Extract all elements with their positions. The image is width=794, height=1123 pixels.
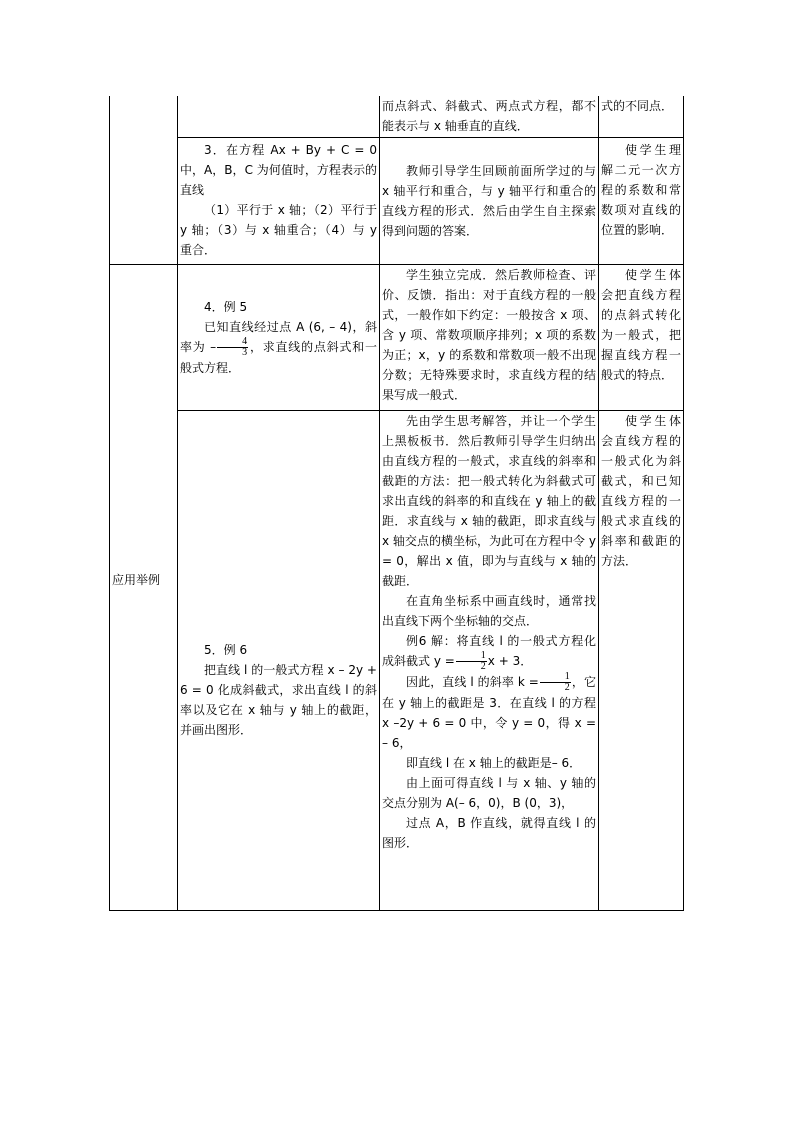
row1-question: 3．在方程 Ax + By + C = 0 中，A，B，C 为何值时，方程表示的直线: [180, 143, 377, 197]
solution-step1-numerator: 1: [456, 651, 487, 662]
table-border-bottom: [109, 910, 684, 911]
solution-step1-text: 例6 解：将直线 l 的一般式方程化成斜截式 y =: [382, 634, 596, 668]
section-label-cell: [110, 570, 177, 600]
row0-content: 而点斜式、斜截式、两点式方程，都不能表示与 x 轴垂直的直线．: [382, 99, 596, 133]
table-border-left: [109, 96, 110, 911]
row2-intent: 使学生体会把直线方程的点斜式转化为一般式，把握直线方程一般式的特点．: [601, 268, 681, 382]
row3-solution-step3: 即直线 l 在 x 轴上的截距是– 6．: [406, 756, 582, 770]
row3-activity-cell: [178, 640, 379, 760]
row3-solution-step2: [382, 672, 596, 753]
row1-intent: 使学生理解二元一次方程的系数和常数项对直线的位置的影响．: [601, 143, 681, 237]
row1-options: （1）平行于 x 轴；（2）平行于 y 轴；（3）与 x 轴重合；（4）与 y 重合．: [180, 203, 377, 257]
example6-problem: 把直线 l 的一般式方程 x – 2y + 6 = 0 化成斜截式，求出直线 l 的斜率以及它在 x 轴与 y 轴上的截距，并画出图形．: [180, 663, 377, 737]
row3-content-cell: [380, 411, 598, 910]
row0-intent-cell: [599, 96, 683, 137]
solution-step2-text: 因此，直线 l 的斜率 k =: [406, 675, 539, 689]
example5-problem: [180, 317, 377, 378]
row3-solution-step4: 由上面可得直线 l 与 x 轴、y 轴的交点分别为 A(– 6，0)，B (0，3)，: [382, 776, 596, 810]
example5-title: 4．例 5: [204, 300, 248, 314]
row0-intent: 式的不同点．: [601, 99, 674, 113]
solution-step1-denominator: 2: [480, 661, 486, 672]
example5-text-before: 已知直线经过点 A (6, – 4)，斜率为: [180, 320, 377, 354]
row1-content: 教师引导学生回顾前面所学过的与 x 轴平行和重合，与 y 轴平行和重合的直线方程的形式．然后由学生自主探索得到问题的答案．: [382, 164, 596, 238]
row1-content-cell: [380, 138, 598, 264]
solution-step2-text-after: ，它在 y 轴上的截距是 3．在直线 l 的方程 x –2y + 6 = 0 中，令 y = 0，得 x = – 6，: [382, 675, 596, 750]
solution-step2-denominator: 2: [564, 682, 570, 693]
row2-activity-cell: [178, 265, 379, 410]
row2-content: 学生独立完成．然后教师检查、评价、反馈．指出：对于直线方程的一般式，一般作如下约定：一般按含 x 项、含 y 项、常数项顺序排列；x 项的系数为正；x，y 的系数和常数项一般不出现分数；无特殊要求时，求直线方程的结果写成一般式．: [382, 268, 596, 402]
example6-title: 5．例 6: [204, 643, 248, 657]
example5-slope-fraction: [217, 337, 248, 358]
row2-intent-cell: [599, 265, 683, 410]
row3-content-method: 先由学生思考解答，并让一个学生上黑板板书．然后教师引导学生归纳出由直线方程的一般式，求直线的斜率和截距的方法：把一般式转化为斜截式可求出直线的斜率的和直线在 y 轴上的截距．求直线与 x 轴的截距，即求直线与 x 轴交点的横坐标，为此可在方程中令 y = 0，解出 x 值，即为与直线与 x 轴的截距．: [382, 414, 596, 588]
row3-content-drawing-tip: 在直角坐标系中画直线时，通常找出直线下两个坐标轴的交点．: [382, 594, 596, 628]
row2-content-cell: [380, 265, 598, 410]
section-label: 应用举例: [112, 573, 161, 587]
row3-intent: 使学生体会直线方程的一般式化为斜截式，和已知直线方程的一般式求直线的斜率和截距的方法．: [601, 414, 681, 568]
row1-intent-cell: [599, 140, 683, 264]
table-border-right: [683, 96, 684, 911]
solution-step2-numerator: 1: [540, 672, 571, 683]
row1-activity-cell: [178, 140, 379, 264]
example5-slope-numerator: 4: [217, 337, 248, 348]
row3-intent-cell: [599, 411, 683, 611]
example5-slope-denominator: 3: [242, 347, 248, 358]
row3-solution-step1: [382, 631, 596, 672]
solution-step1-text-after: x + 3．: [487, 654, 533, 668]
example5-text-after: ，求直线的点斜式和一般式方程．: [180, 340, 377, 375]
solution-step1-fraction: [456, 651, 487, 672]
solution-step2-fraction: [540, 672, 571, 693]
row3-solution-step5: 过点 A，B 作直线，就得直线 l 的图形．: [382, 816, 596, 850]
example5-slope-sign: –: [210, 340, 217, 354]
row0-content-cell: [380, 96, 598, 137]
